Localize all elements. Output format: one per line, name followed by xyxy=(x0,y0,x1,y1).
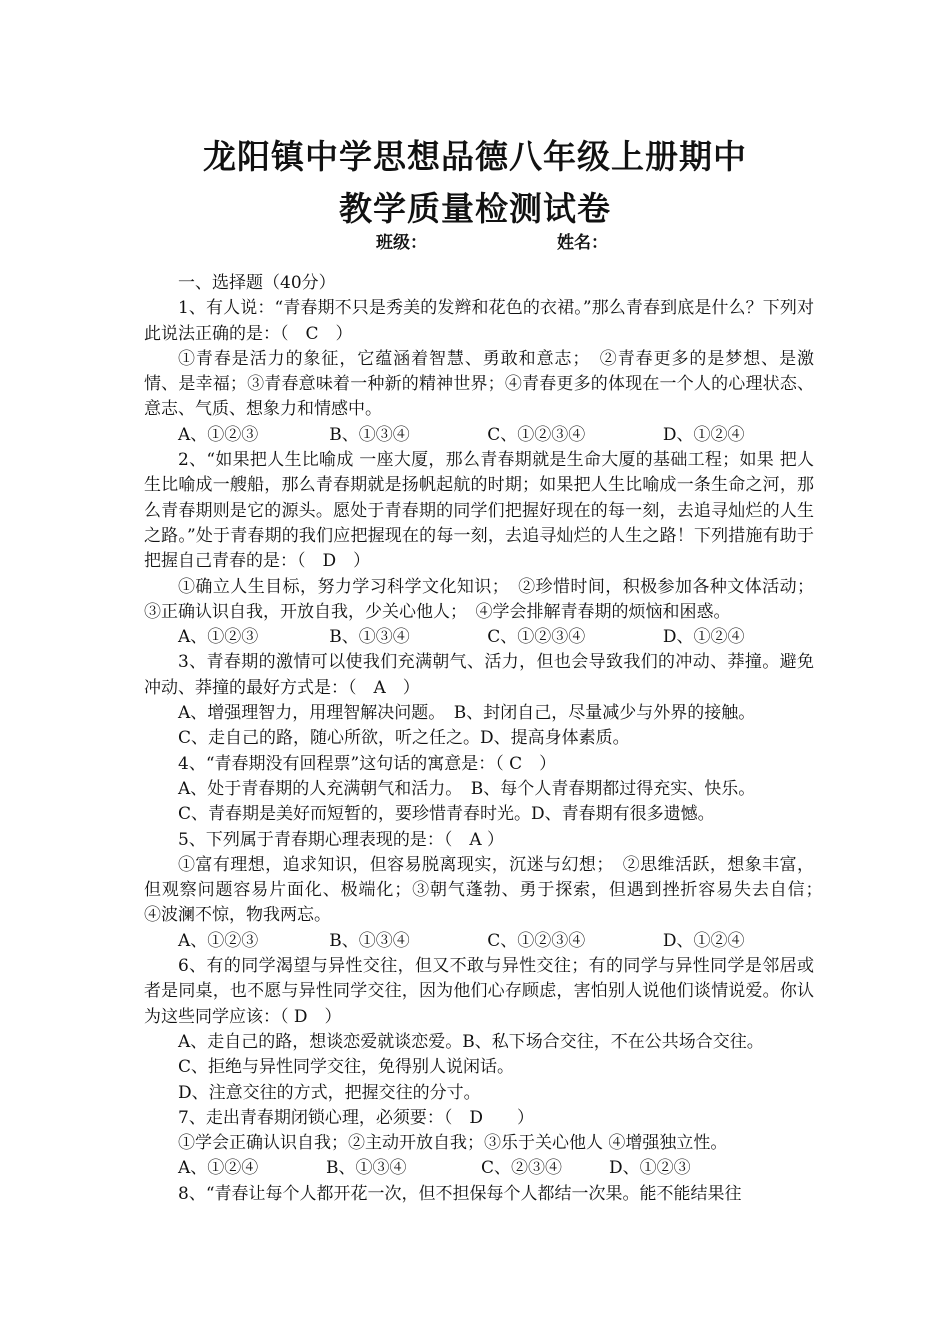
question-6-options-ab: A、走自己的路，想谈恋爱就谈恋爱。B、私下场合交往，不在公共场合交往。 xyxy=(178,1031,764,1052)
question-5-stem: 5、下列属于青春期心理表现的是：（ A ） xyxy=(178,829,504,850)
option-b: B、①③④ xyxy=(329,627,410,648)
question-7-stem: 7、走出青春期闭锁心理，必须要：（ D ） xyxy=(178,1107,534,1128)
option-d: D、①②④ xyxy=(662,424,745,445)
exam-title-line2: 教学质量检测试卷 xyxy=(339,189,611,228)
question-3-options-ab: A、增强理智力，用理智解决问题。 B、封闭自己，尽量减少与外界的接触。 xyxy=(178,703,756,724)
option-a: A、①②③ xyxy=(178,627,259,648)
question-6-stem: 6、有的同学渴望与异性交往，但又不敢与异性交往；有的同学与异性同学是邻居或者是同桌，也不愿与异性同学交往，因为他们心存顾虑，害怕别人说他们谈情说爱。你认为这些同学应该：（ D ） xyxy=(144,956,814,1027)
option-b: B、①③④ xyxy=(329,424,410,445)
exam-title-line1: 龙阳镇中学思想品德八年级上册期中 xyxy=(203,137,747,176)
option-b: B、①③④ xyxy=(326,1158,407,1179)
option-a: A、①②④ xyxy=(178,1158,259,1179)
option-d: D、①②③ xyxy=(609,1158,691,1179)
question-6-option-d: D、注意交往的方式，把握交往的分寸。 xyxy=(178,1082,481,1103)
option-c: C、①②③④ xyxy=(487,627,586,648)
question-3-options-cd: C、走自己的路，随心所欲，听之任之。D、提高身体素质。 xyxy=(178,728,630,749)
option-c: C、②③④ xyxy=(481,1158,563,1179)
option-c: C、①②③④ xyxy=(487,424,586,445)
option-a: A、①②③ xyxy=(178,424,259,445)
option-d: D、①②④ xyxy=(662,930,745,951)
question-6-option-c: C、拒绝与异性同学交往，免得别人说闲话。 xyxy=(178,1057,515,1078)
question-1-options xyxy=(144,423,814,448)
name-label: 姓名： xyxy=(557,233,608,253)
section-heading: 一、选择题（40分） xyxy=(178,273,336,293)
question-2-options xyxy=(144,625,814,650)
question-2-stem: 2、“如果把人生比喻成 一座大厦，那么青春期就是生命大厦的基础工程；如果 把人生比喻成一艘船，那么青春期就是扬帆起航的时期；如果把人生比喻成一条生命之河，那么青春期则是它的源头。愿处于青春期的同学们把握好现在的每一刻，去追寻灿烂的人生之路。”处于青春期的我们应把握现在的每一刻，去追寻灿烂的人生之路！下列措施有助于把握自己青春的是：（ D ） xyxy=(144,450,814,572)
question-4-options-ab: A、处于青春期的人充满朝气和活力。 B、每个人青春期都过得充实、快乐。 xyxy=(178,778,756,799)
option-a: A、①②③ xyxy=(178,930,259,951)
exam-body xyxy=(144,271,831,1207)
question-2-items: ①确立人生目标，努力学习科学文化知识； ②珍惜时间，积极参加各种文体活动；③正确认识自我，开放自我，少关心他人； ④学会排解青春期的烦恼和困惑。 xyxy=(144,576,814,622)
question-3-stem: 3、青春期的激情可以使我们充满朝气、活力，但也会导致我们的冲动、莽撞。避免冲动、莽撞的最好方式是：（ A ） xyxy=(144,652,814,698)
class-label: 班级： xyxy=(376,233,427,253)
question-4-stem: 4、“青春期没有回程票”这句话的寓意是：（ C ） xyxy=(178,753,557,774)
question-1-items: ①青春是活力的象征，它蕴涵着智慧、勇敢和意志； ②青春更多的是梦想、是激情、是幸福；③青春意味着一种新的精神世界；④青春更多的体现在一个人的心理状态、意志、气质、想象力和情感中。 xyxy=(144,348,814,420)
question-4-options-cd: C、青春期是美好而短暂的，要珍惜青春时光。D、青春期有很多遗憾。 xyxy=(178,804,715,825)
question-1-stem: 1、有人说：“青春期不只是秀美的发辫和花色的衣裙。”那么青春到底是什么？下列对此说法正确的是：（ C ） xyxy=(144,298,814,344)
option-d: D、①②④ xyxy=(662,627,745,648)
question-8-stem: 8、“青春让每个人都开花一次，但不担保每个人都结一次果。能不能结果往 xyxy=(178,1183,742,1204)
option-b: B、①③④ xyxy=(329,930,410,951)
question-5-options xyxy=(144,929,814,954)
question-7-items: ①学会正确认识自我；②主动开放自我；③乐于关心他人 ④增强独立性。 xyxy=(178,1133,728,1154)
question-5-items: ①富有理想，追求知识，但容易脱离现实，沉迷与幻想； ②思维活跃，想象丰富，但观察问题容易片面化、极端化；③朝气蓬勃、勇于探索，但遇到挫折容易失去自信； ④波澜不惊，物我两忘。 xyxy=(144,854,831,926)
question-7-options xyxy=(144,1156,814,1181)
option-c: C、①②③④ xyxy=(487,930,586,951)
